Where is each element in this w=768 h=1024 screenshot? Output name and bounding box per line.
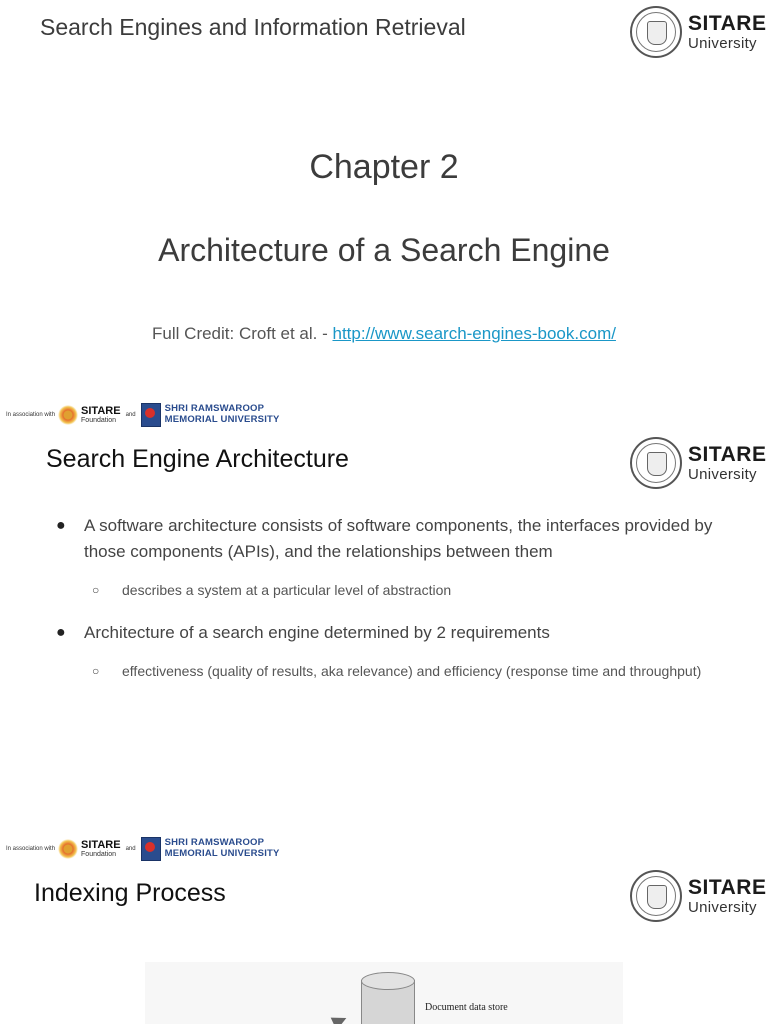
bullet-dot-icon: ● — [56, 624, 66, 641]
university-seal-icon — [630, 437, 682, 489]
university-sub: University — [688, 466, 757, 483]
org2-line1: SHRI RAMSWAROOP — [164, 403, 265, 415]
indexing-slide — [0, 827, 768, 1024]
bullet-item — [50, 513, 740, 565]
university-seal-icon — [630, 6, 682, 58]
university-logo — [630, 437, 766, 489]
org2-line2: MEMORIAL UNIVERSITY — [164, 848, 280, 859]
srmu-logo-icon — [141, 403, 161, 427]
chapter-title: Architecture of a Search Engine — [158, 232, 610, 268]
database-cylinder-top — [361, 972, 415, 990]
association-prefix: In association with — [6, 846, 56, 852]
title-slide — [0, 0, 768, 395]
university-name: SITARE — [688, 12, 767, 35]
figure-label: Document data store — [425, 1002, 508, 1013]
architecture-slide — [0, 395, 768, 827]
association-joiner: and — [125, 412, 136, 418]
bullet-dot-icon: ● — [56, 517, 66, 534]
association-prefix: In association with — [6, 412, 56, 418]
sitare-foundation-logo-icon — [58, 839, 78, 859]
indexing-diagram — [145, 962, 623, 1024]
university-logo — [630, 870, 766, 922]
course-title: Search Engines and Information Retrieval — [40, 14, 466, 40]
sub-bullet-item — [50, 579, 740, 602]
org2-line2: MEMORIAL UNIVERSITY — [164, 414, 280, 425]
bullet-item — [50, 620, 740, 646]
sub-bullet-text: describes a system at a particular level of abstraction — [122, 582, 452, 598]
sub-bullet-item — [50, 660, 740, 683]
credit-prefix: Full Credit: Croft et al. - — [152, 324, 333, 343]
slide-title: Indexing Process — [34, 879, 226, 907]
org1-sub: Foundation — [81, 417, 117, 424]
org1-sub: Foundation — [81, 851, 117, 858]
association-strip — [6, 403, 280, 427]
university-name: SITARE — [688, 876, 767, 899]
chapter-heading: Chapter 2 — [309, 148, 459, 186]
university-name: SITARE — [688, 443, 767, 466]
bullet-list — [50, 513, 740, 701]
university-logo — [630, 6, 766, 58]
org2-line1: SHRI RAMSWAROOP — [164, 837, 265, 849]
university-sub: University — [688, 899, 757, 916]
credit-line — [0, 324, 768, 344]
arrow-icon — [331, 1012, 350, 1024]
association-strip — [6, 837, 280, 861]
org1-name: SITARE — [81, 405, 121, 417]
university-sub: University — [688, 35, 757, 52]
slide-title: Search Engine Architecture — [46, 445, 349, 473]
bullet-text: Architecture of a search engine determined by 2 requirements — [84, 623, 550, 642]
credit-link[interactable]: http://www.search-engines-book.com/ — [332, 324, 616, 343]
srmu-logo-icon — [141, 837, 161, 861]
sub-bullet-ring-icon: ○ — [92, 664, 100, 678]
sub-bullet-ring-icon: ○ — [92, 583, 100, 597]
org1-name: SITARE — [81, 839, 121, 851]
sitare-foundation-logo-icon — [58, 405, 78, 425]
sub-bullet-text: effectiveness (quality of results, aka relevance) and efficiency (response time and throughput) — [122, 663, 702, 679]
association-joiner: and — [125, 846, 136, 852]
bullet-text: A software architecture consists of software components, the interfaces provided by those components (APIs), and the relationships between them — [84, 516, 713, 561]
university-seal-icon — [630, 870, 682, 922]
